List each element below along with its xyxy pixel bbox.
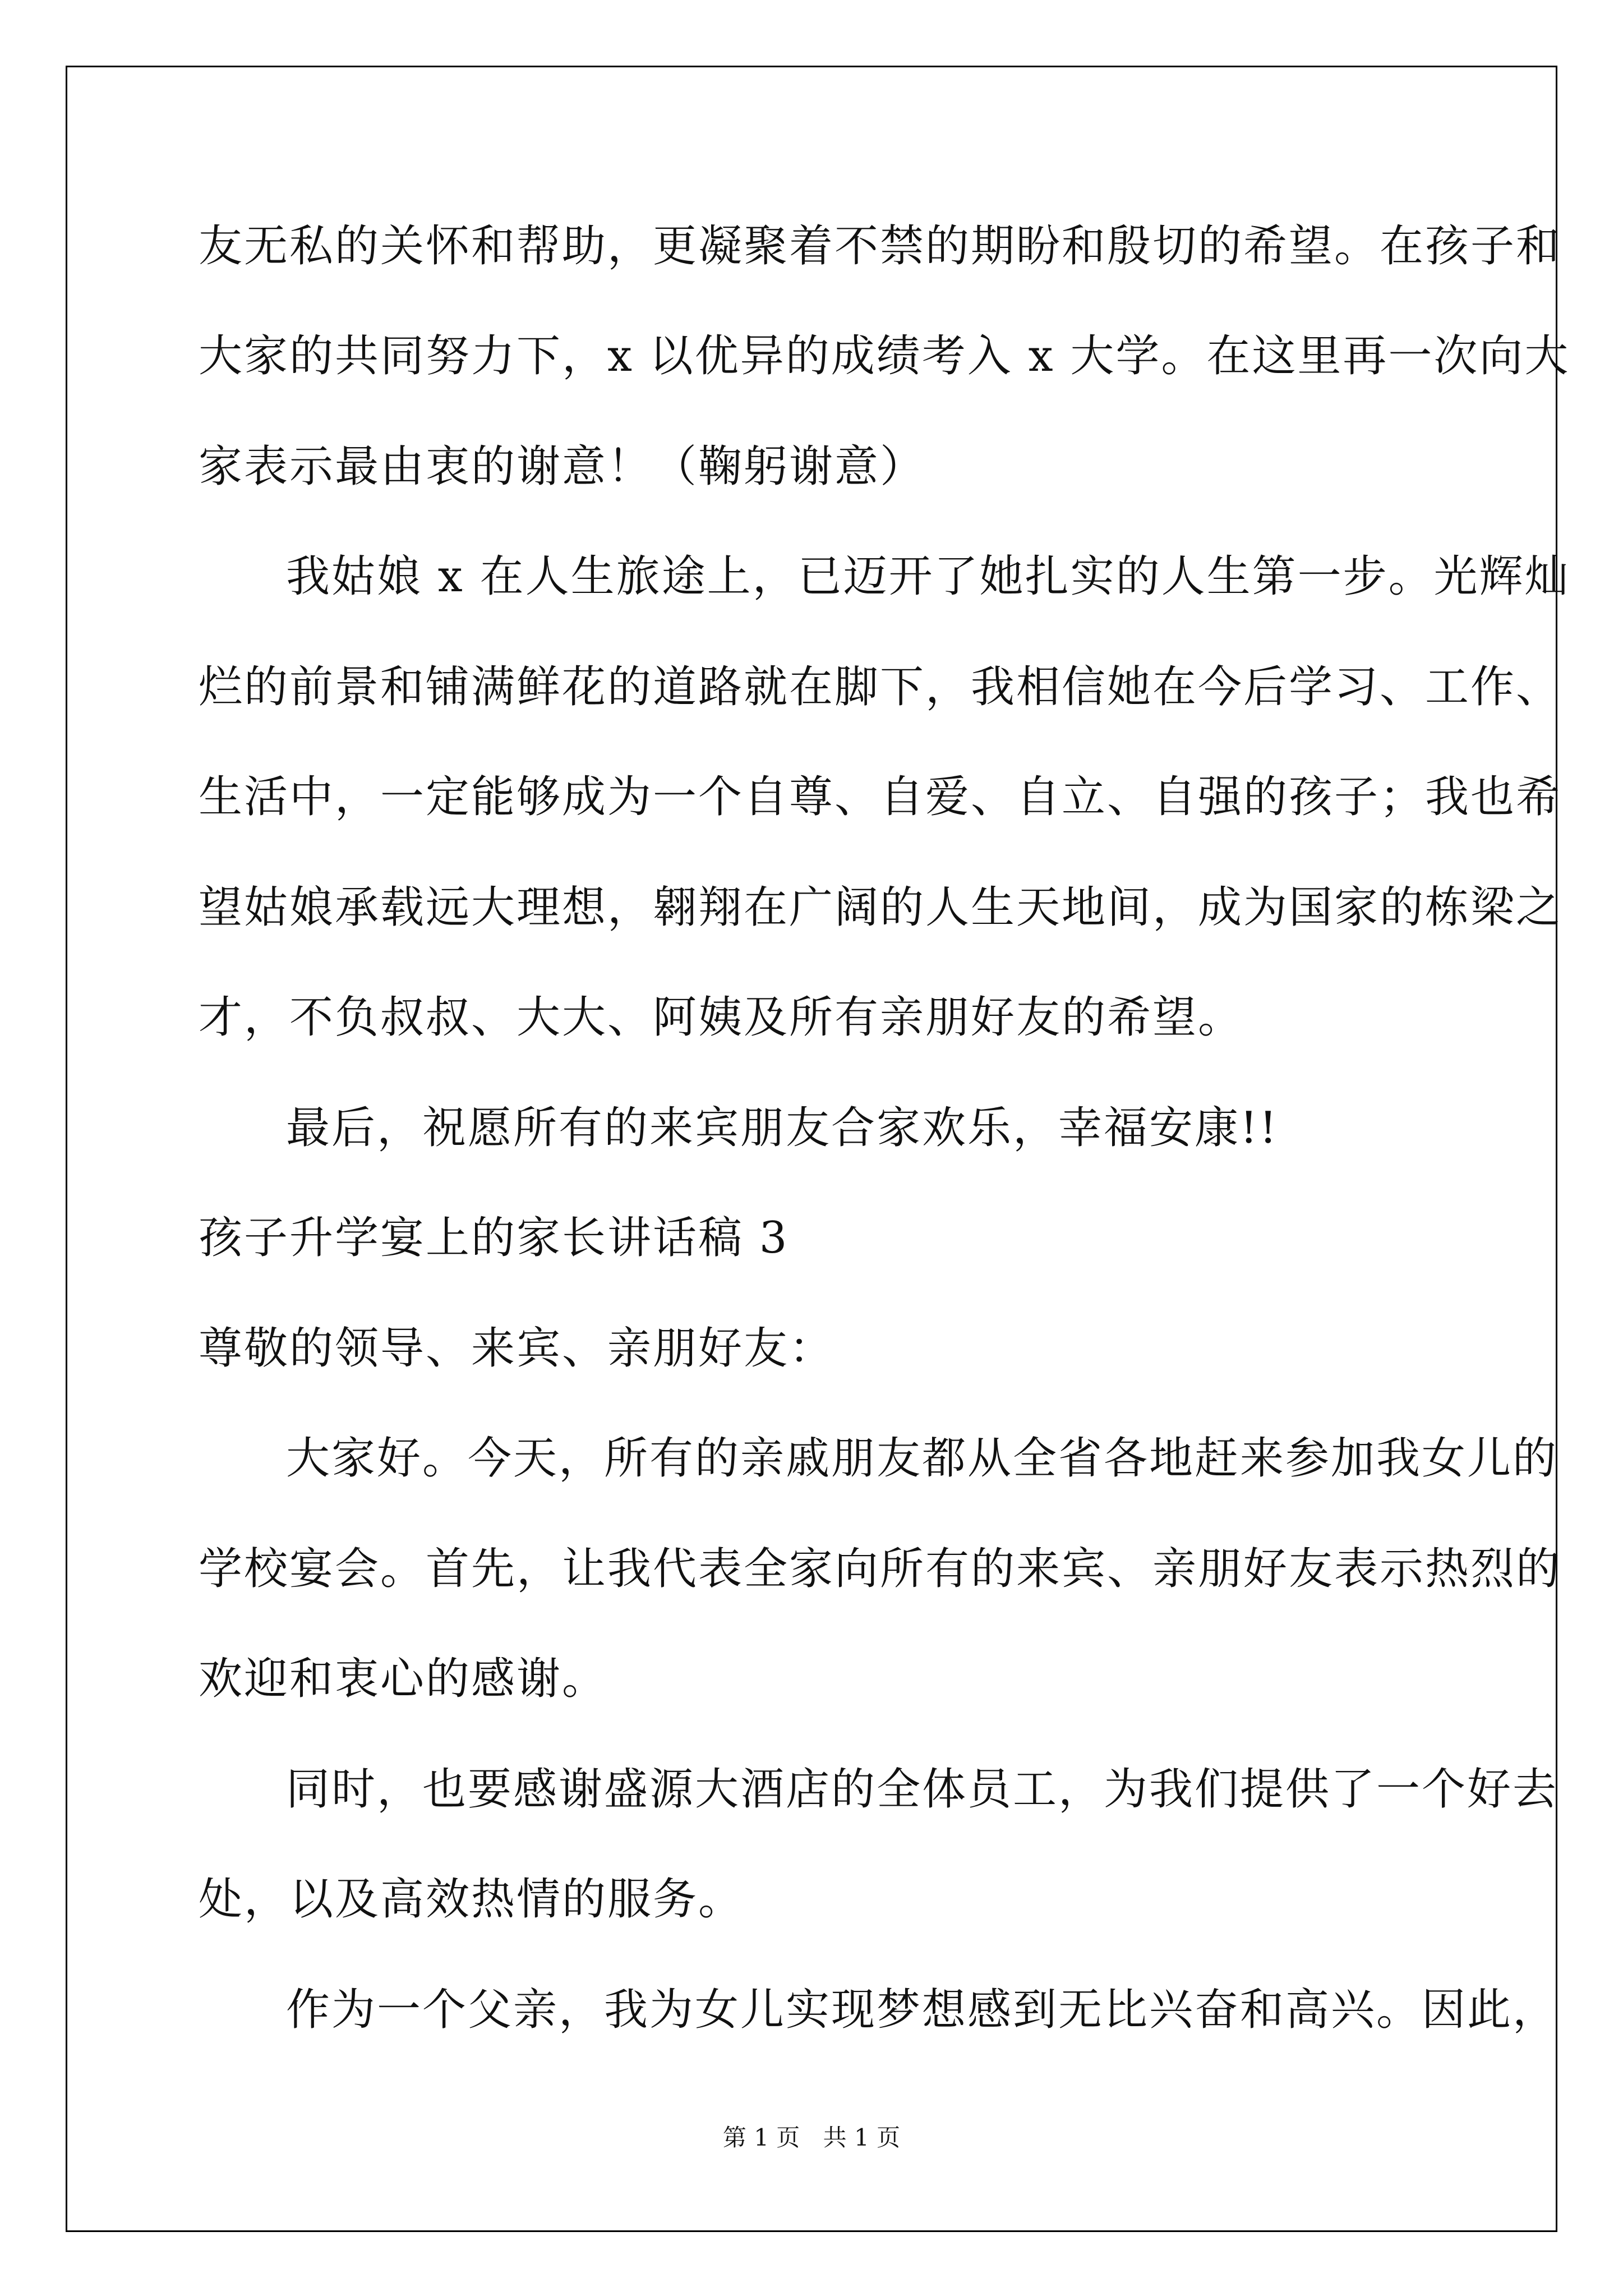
paragraph-line: 生活中，一定能够成为一个自尊、自爱、自立、自强的孩子；我也希 [199, 772, 1562, 822]
paragraph-line: 大家好。今天，所有的亲戚朋友都从全省各地赶来参加我女儿的 [286, 1433, 1559, 1484]
paragraph-line: 处，以及高效热情的服务。 [199, 1874, 744, 1925]
paragraph-line: 家表示最由衷的谢意！（鞠躬谢意） [199, 441, 926, 492]
paragraph-line: 欢迎和衷心的感谢。 [199, 1654, 608, 1704]
paragraph-line: 学校宴会。首先，让我代表全家向所有的来宾、亲朋好友表示热烈的 [199, 1544, 1562, 1594]
paragraph-line: 望姑娘承载远大理想，翱翔在广阔的人生天地间，成为国家的栋梁之 [199, 882, 1562, 933]
page-footer [0, 2124, 1623, 2152]
paragraph-line: 烂的前景和铺满鲜花的道路就在脚下，我相信她在今后学习、工作、 [199, 662, 1562, 712]
paragraph-line: 大家的共同努力下，x 以优异的成绩考入 x 大学。在这里再一次向大 [199, 331, 1570, 381]
paragraph-line: 同时，也要感谢盛源大酒店的全体员工，为我们提供了一个好去 [286, 1764, 1559, 1815]
page-number: 第 1 页 [722, 2124, 800, 2151]
section-heading: 孩子升学宴上的家长讲话稿 3 [199, 1213, 789, 1263]
paragraph-line: 作为一个父亲，我为女儿实现梦想感到无比兴奋和高兴。因此， [286, 1985, 1559, 2035]
salutation: 尊敬的领导、来宾、亲朋好友： [199, 1323, 835, 1374]
paragraph-line: 才，不负叔叔、大大、阿姨及所有亲朋好友的希望。 [199, 992, 1244, 1043]
paragraph-line: 友无私的关怀和帮助，更凝聚着不禁的期盼和殷切的希望。在孩子和 [199, 221, 1562, 272]
paragraph-line: 我姑娘 x 在人生旅途上，已迈开了她扎实的人生第一步。光辉灿 [286, 551, 1570, 602]
page-total: 共 1 页 [823, 2124, 901, 2151]
paragraph-line: 最后，祝愿所有的来宾朋友合家欢乐，幸福安康!! [286, 1103, 1279, 1153]
